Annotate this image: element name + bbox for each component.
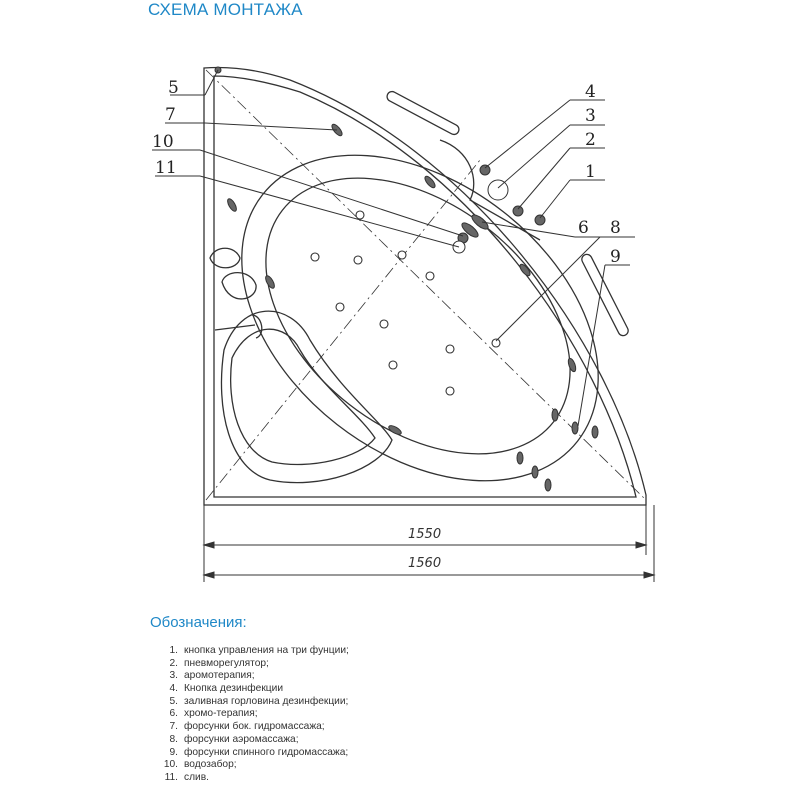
legend-item	[160, 683, 349, 696]
legend-num: 9.	[169, 746, 178, 758]
air-jet	[356, 211, 364, 219]
legend-text: кнопка управления на три фунции;	[184, 645, 349, 656]
legend-text: форсунки аэромассажа;	[184, 733, 299, 745]
diagram-title: СХЕМА МОНТАЖА	[148, 0, 303, 19]
legend-item	[160, 747, 349, 760]
legend-num: 10.	[163, 759, 178, 771]
legend-num: 1.	[169, 645, 178, 656]
legend-item	[160, 759, 349, 772]
callout-2: 2	[585, 130, 596, 150]
control-1	[535, 215, 545, 225]
callout-9: 9	[610, 247, 621, 267]
air-jet	[380, 320, 388, 328]
callout-4: 4	[585, 82, 596, 102]
bowl-outer	[179, 88, 660, 547]
legend-item	[160, 708, 349, 721]
air-jet	[389, 361, 397, 369]
legend-text: форсунки спинного гидромассажа;	[184, 746, 349, 758]
legend-text: заливная горловина дезинфекции;	[184, 695, 349, 707]
legend-list	[160, 645, 349, 785]
legend-num: 2.	[169, 657, 178, 669]
side-jet	[226, 197, 238, 212]
legend-text: хромо-терапия;	[184, 708, 258, 720]
legend-num: 4.	[169, 683, 178, 695]
legend-num: 8.	[169, 733, 178, 745]
callout-7: 7	[165, 105, 176, 125]
air-jet	[446, 387, 454, 395]
legend-num: 7.	[169, 721, 178, 733]
dimension-outer: 1560	[408, 556, 442, 571]
button-4	[480, 165, 490, 175]
callout-11: 11	[155, 158, 177, 178]
legend-item	[160, 696, 349, 709]
air-jet	[446, 345, 454, 353]
legend-item	[160, 645, 349, 658]
air-jet	[354, 256, 362, 264]
side-jet	[567, 357, 577, 372]
callout-6: 6	[578, 218, 589, 238]
spout	[222, 273, 256, 299]
legend-item	[160, 734, 349, 747]
dimension-inner: 1550	[408, 527, 442, 542]
air-jet	[398, 251, 406, 259]
callout-8: 8	[610, 218, 621, 238]
legend-text: Кнопка дезинфекции	[184, 683, 284, 695]
side-jet	[387, 424, 402, 436]
legend-text: аромотерапия;	[184, 670, 255, 682]
legend-num: 5.	[169, 695, 178, 707]
legend-num: 3.	[169, 670, 178, 682]
handle-top	[385, 90, 460, 136]
back-jet	[545, 479, 551, 491]
legend-item	[160, 772, 349, 785]
air-jet	[311, 253, 319, 261]
pneumo-2	[513, 206, 523, 216]
legend-title: Обозначения:	[150, 614, 247, 631]
legend-num: 6.	[169, 708, 178, 720]
callout-3: 3	[585, 106, 596, 126]
legend-item	[160, 658, 349, 671]
legend-item	[160, 721, 349, 734]
callout-5: 5	[168, 78, 179, 98]
air-jet	[492, 339, 500, 347]
legend-text: пневморегулятор;	[184, 657, 269, 669]
callout-1: 1	[585, 162, 596, 182]
aroma-3	[488, 180, 508, 200]
air-jet	[426, 272, 434, 280]
back-jet	[517, 452, 523, 464]
legend-num: 11.	[164, 771, 178, 783]
back-jet	[572, 422, 578, 434]
air-jet	[336, 303, 344, 311]
back-jet	[552, 409, 558, 421]
bowl-inner	[214, 122, 623, 510]
side-jet	[264, 274, 276, 289]
legend-text: форсунки бок. гидромассажа;	[184, 721, 325, 733]
back-jet	[532, 466, 538, 478]
legend-item	[160, 670, 349, 683]
back-jet	[592, 426, 598, 438]
legend-text: слив.	[184, 771, 209, 783]
callout-10: 10	[152, 132, 174, 152]
legend-text: водозабор;	[184, 759, 237, 771]
